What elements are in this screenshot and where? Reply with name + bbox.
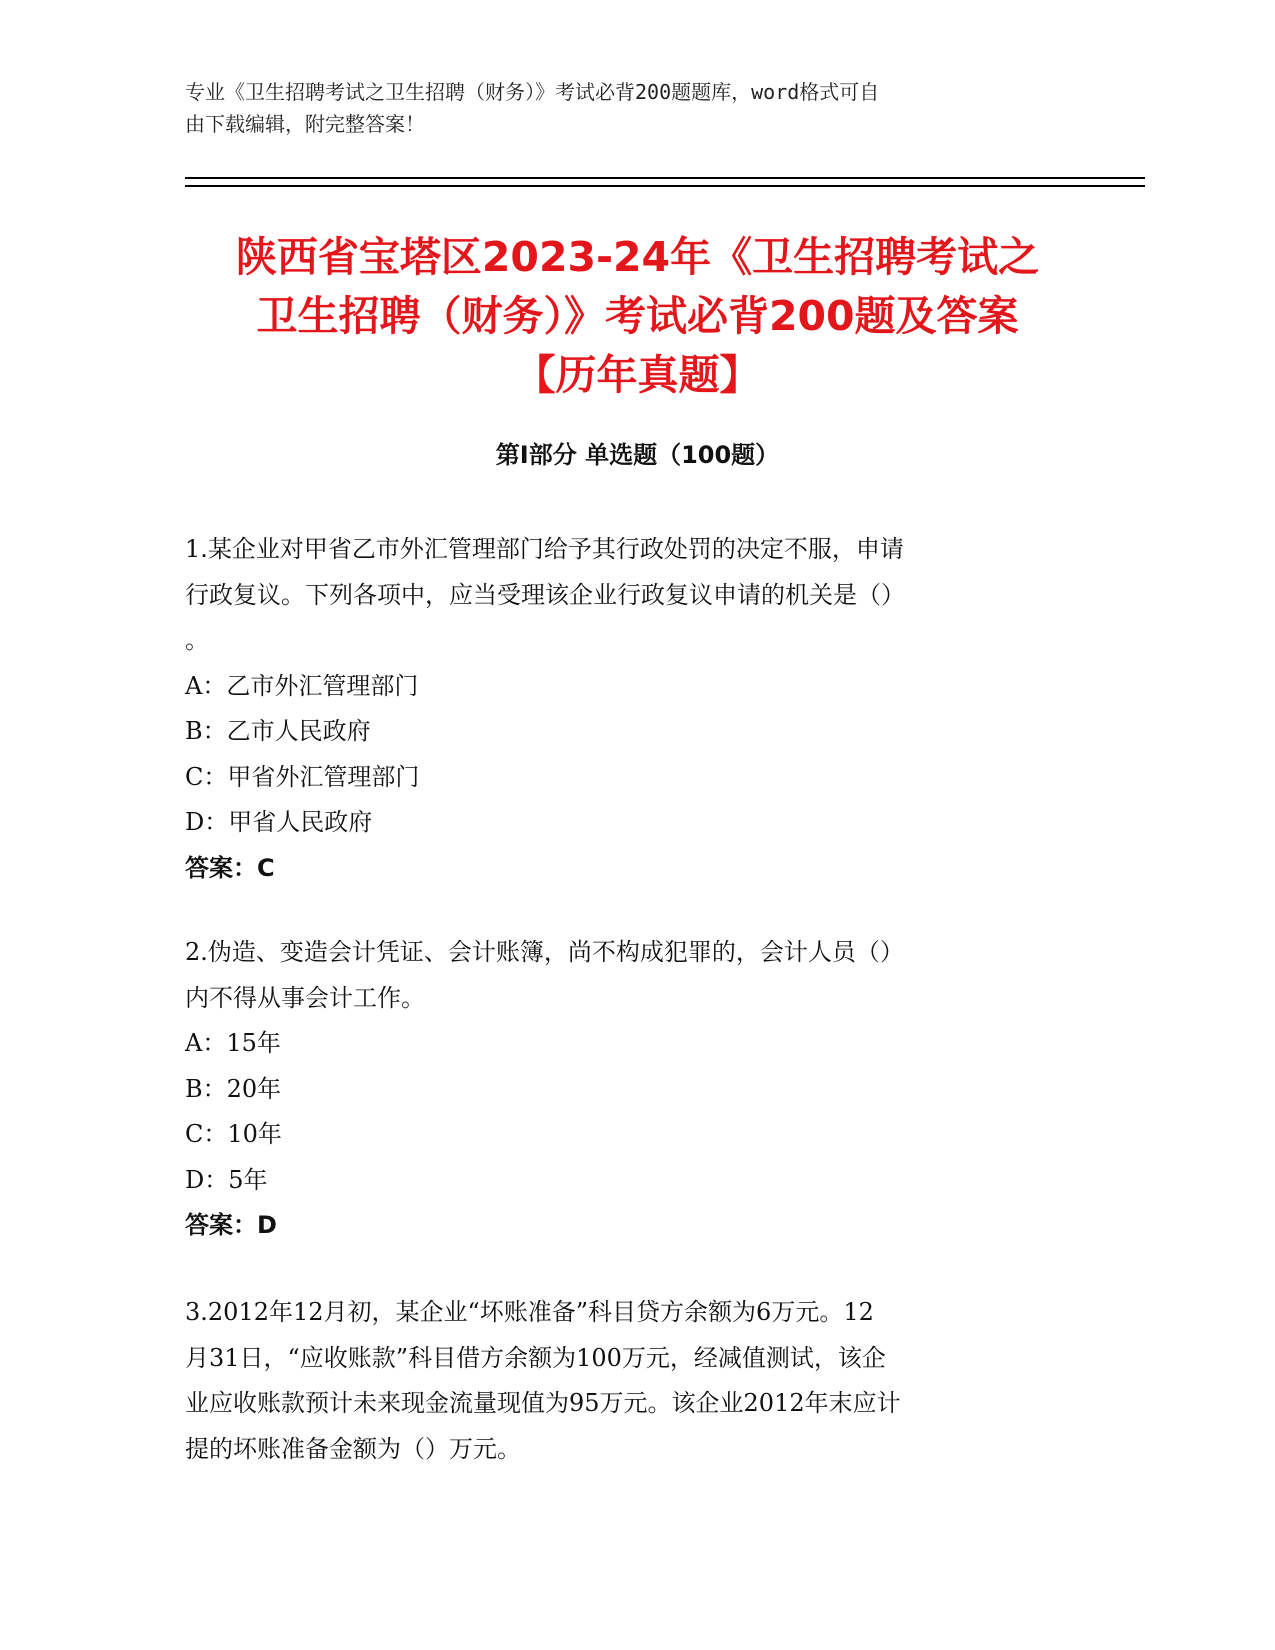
question-1 [185,527,1085,891]
title-line: 【历年真题】 [514,351,761,399]
question-2 [185,930,1085,1249]
question-text-line: 行政复议。下列各项中，应当受理该企业行政复议申请的机关是（） [185,580,905,609]
option-c: C：甲省外汇管理部门 [185,762,420,791]
option-a: A：15年 [185,1029,281,1057]
question-text-line: 业应收账款预计未来现金流量现值为95万元。该企业2012年末应计 [185,1389,901,1417]
question-text-line: 2.伪造、变造会计凭证、会计账簿，尚不构成犯罪的，会计人员（） [185,938,904,966]
header-note-line: 专业《卫生招聘考试之卫生招聘（财务）》考试必背200题题库，word格式可自 [185,80,880,104]
question-text-line: 月31日，“应收账款”科目借方余额为100万元，经减值测试，该企 [185,1343,886,1372]
header-divider-top [185,177,1145,179]
question-text-line: 。 [185,626,209,654]
question-text-line: 1.某企业对甲省乙市外汇管理部门给予其行政处罚的决定不服，申请 [185,535,904,563]
option-b: B：20年 [185,1074,282,1103]
answer: 答案：D [185,1211,277,1239]
option-d: D：5年 [185,1165,268,1194]
section-heading: 第Ⅰ部分 单选题（100题） [495,441,780,469]
option-a: A：乙市外汇管理部门 [185,671,419,700]
option-d: D：甲省人民政府 [185,808,373,836]
option-c: C：10年 [185,1120,282,1148]
option-b: B：乙市人民政府 [185,717,371,745]
title-line: 陕西省宝塔区2023-24年《卫生招聘考试之 [235,233,1040,281]
header-divider-bottom [185,185,1145,187]
header-note-line: 由下载编辑，附完整答案！ [185,112,425,136]
question-3 [185,1290,1085,1472]
answer: 答案：C [185,853,275,882]
title-line: 卫生招聘（财务）》考试必背200题及答案 [256,292,1019,340]
question-text-line: 3.2012年12月初，某企业“坏账准备”科目贷方余额为6万元。12 [185,1298,874,1326]
document-title [120,228,1155,405]
question-text-line: 内不得从事会计工作。 [185,983,425,1012]
header-note [185,76,1065,140]
question-text-line: 提的坏账准备金额为（）万元。 [185,1434,521,1463]
